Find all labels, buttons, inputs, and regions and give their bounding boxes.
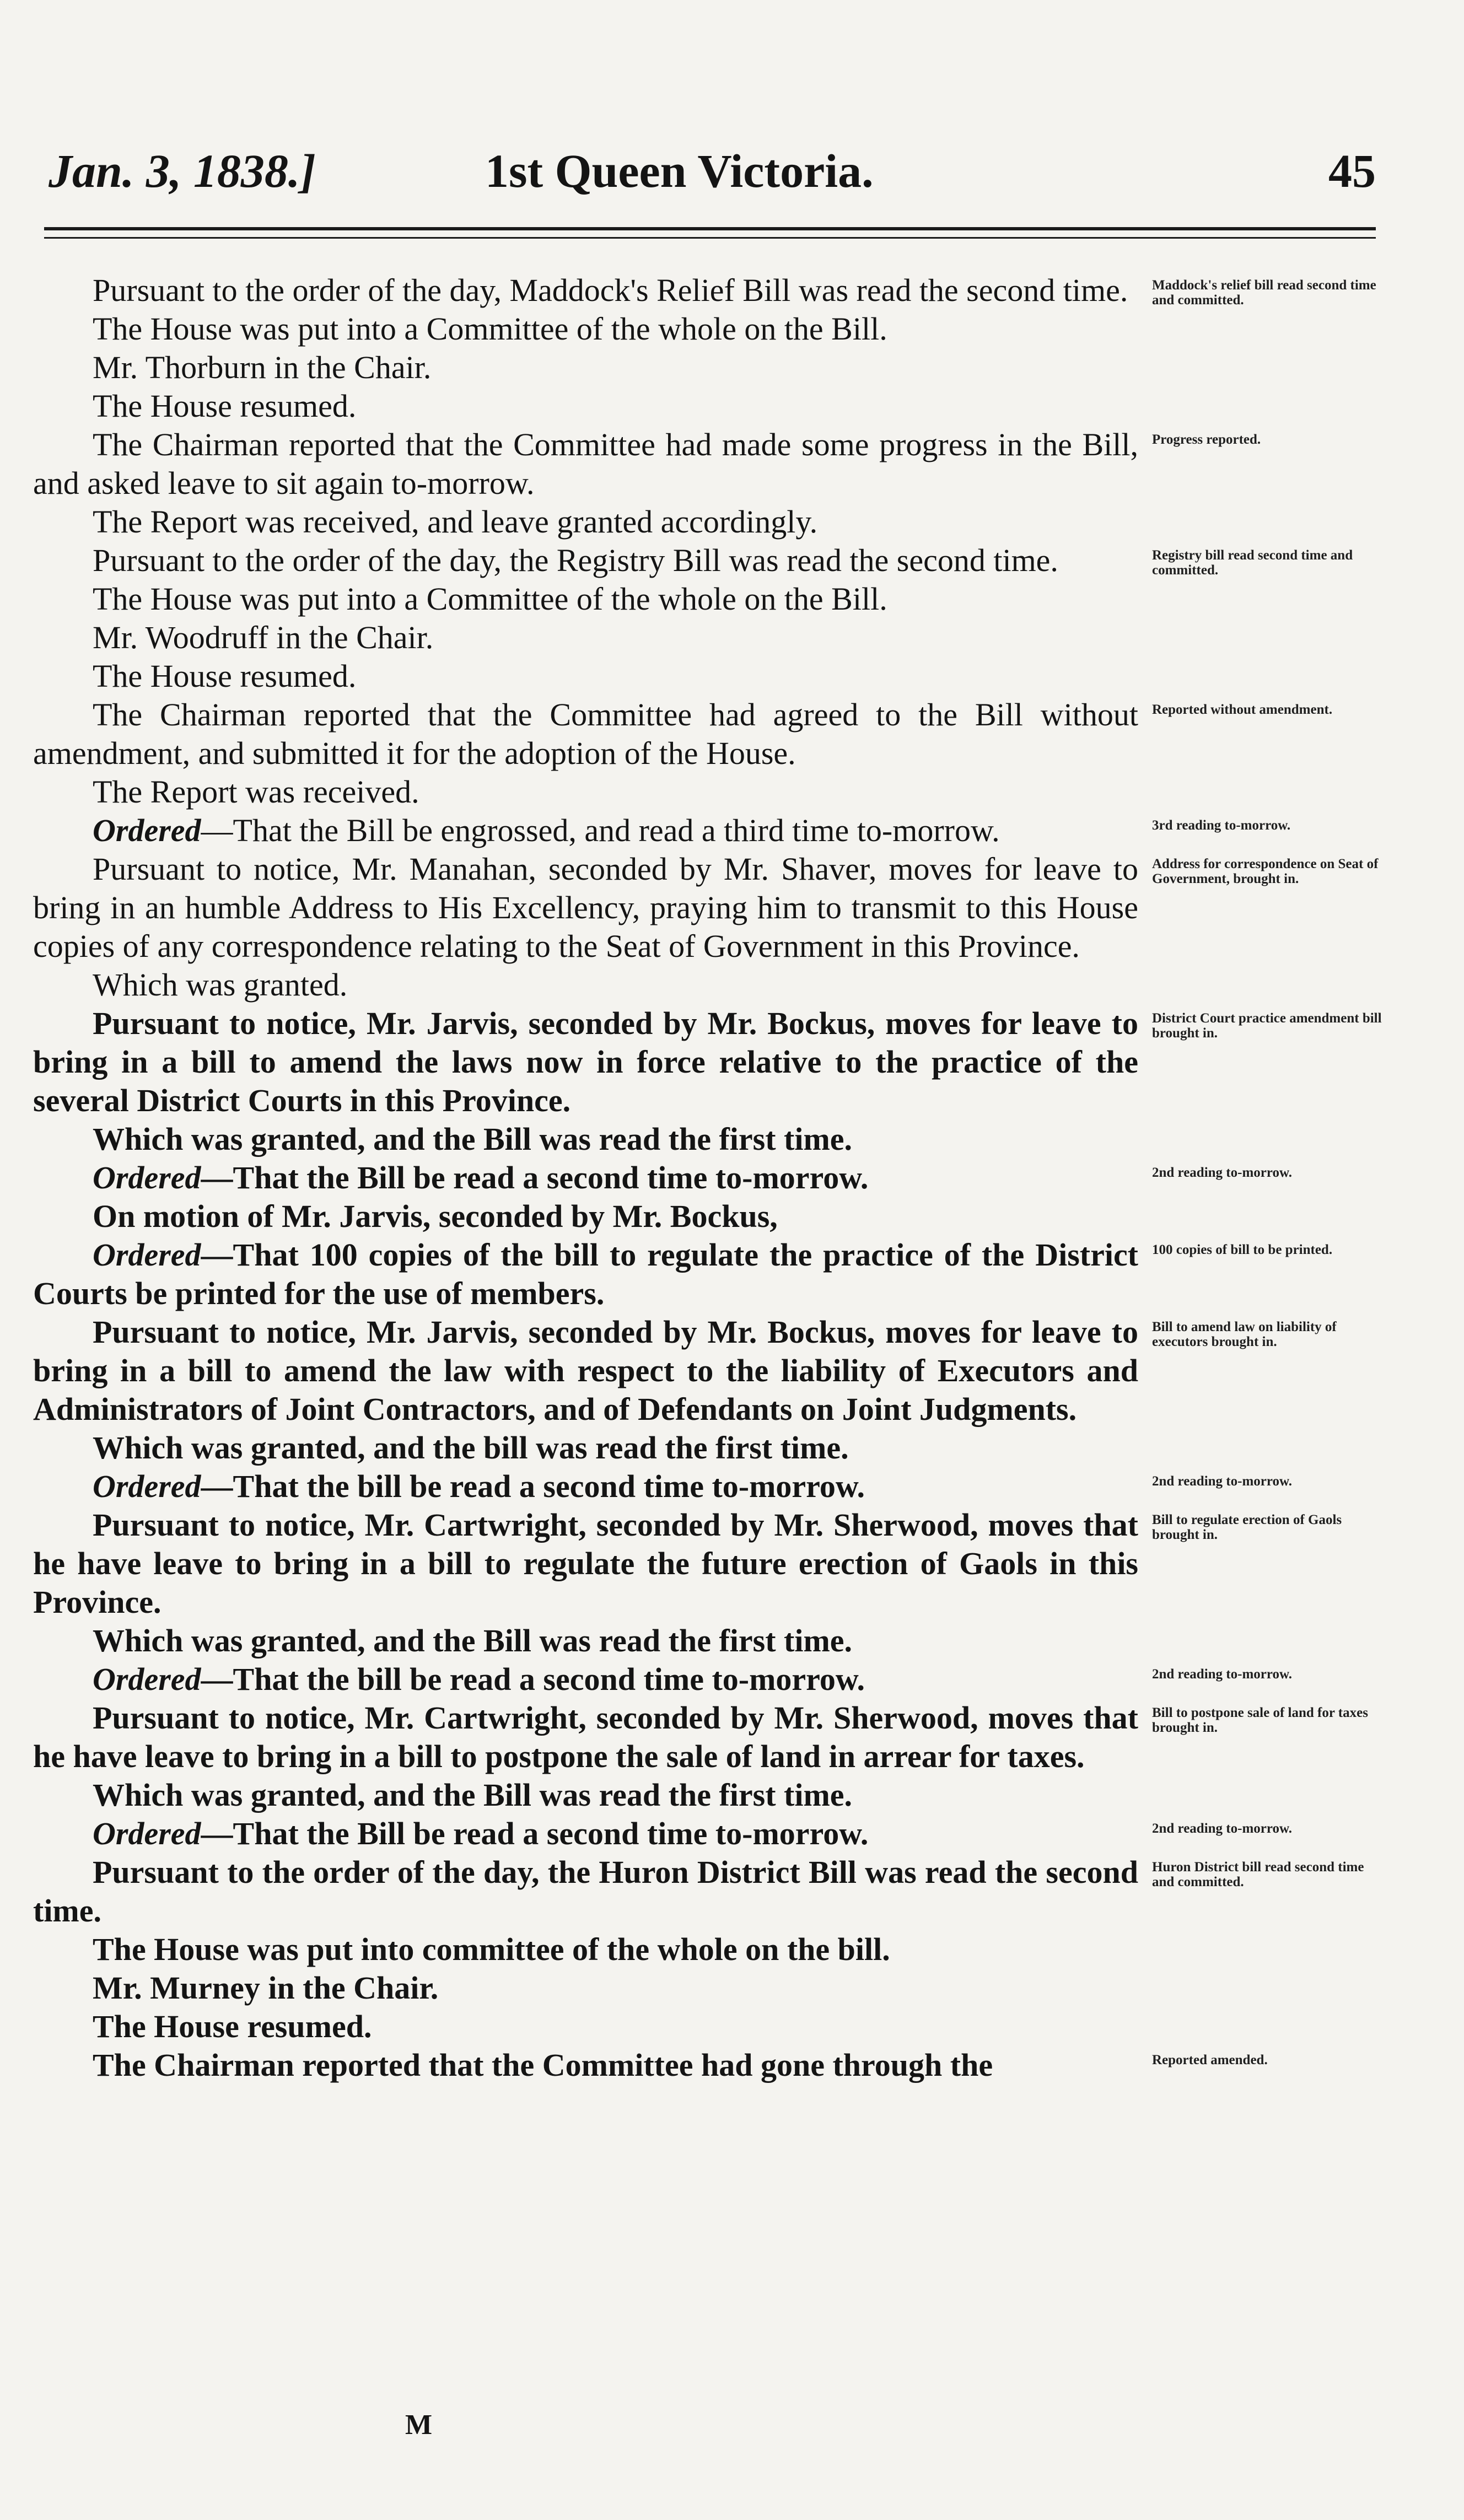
ordered-label: Ordered [93, 1468, 201, 1504]
entry-body: —That the Bill be read a second time to-morrow. [201, 1816, 869, 1851]
entry-text [33, 1429, 1138, 1467]
marginal-note: 2nd reading to-morrow. [1152, 1474, 1292, 1489]
entry-text [33, 1814, 1138, 1853]
entry-body: —That the bill be read a second time to-morrow. [201, 1661, 865, 1697]
marginal-note: Progress reported. [1152, 432, 1261, 447]
entry-text [33, 426, 1138, 503]
entry-body: The Chairman reported that the Committee had gone through the [93, 2047, 993, 2083]
journal-entry [33, 1622, 1138, 1660]
journal-entry [33, 1467, 1292, 1506]
journal-entry [33, 503, 1138, 541]
marginal-note: 2nd reading to-morrow. [1152, 1667, 1292, 1682]
entry-text [33, 1622, 1138, 1660]
header-date: Jan. 3, 1838.] [49, 144, 316, 197]
entry-body: Mr. Murney in the Chair. [93, 1970, 439, 2006]
journal-entry [33, 850, 1379, 966]
journal-entry [33, 310, 1138, 348]
entry-text [33, 1159, 1138, 1197]
entry-body: Pursuant to notice, Mr. Cartwright, seconded by Mr. Sherwood, moves that he have leave to bring in a bill to regulate the future erection of Gaols in this Province. [33, 1507, 1138, 1620]
journal-entry [33, 1814, 1292, 1853]
journal-entry [33, 1699, 1368, 1776]
entry-body: Which was granted, and the Bill was read the first time. [93, 1777, 853, 1813]
entry-body: —That the Bill be engrossed, and read a third time to-morrow. [201, 812, 1000, 848]
entry-body: Pursuant to notice, Mr. Jarvis, seconded by Mr. Bockus, moves for leave to bring in a bill to amend the law with respect to the liability of Executors and Administrators of Joint Contractors, and of Defendants on Joint Judgments. [33, 1314, 1138, 1427]
journal-entry [33, 811, 1291, 850]
entry-body: Pursuant to notice, Mr. Manahan, seconded by Mr. Shaver, moves for leave to bring in an humble Address to His Excellency, praying him to transmit to this House copies of any correspondence relating to the Seat of Government in this Province. [33, 851, 1138, 964]
entry-text [33, 1776, 1138, 1814]
ordered-label: Ordered [93, 1160, 201, 1196]
entry-text [33, 1467, 1138, 1506]
journal-entry [33, 1159, 1292, 1197]
journal-entry [33, 1313, 1337, 1429]
journal-entry [33, 618, 1138, 657]
journal-entry [33, 1969, 1138, 2007]
marginal-note: 2nd reading to-morrow. [1152, 1821, 1292, 1836]
entry-text [33, 1506, 1138, 1622]
marginal-note: Bill to postpone sale of land for taxes brought in. [1152, 1705, 1368, 1735]
marginal-note: 3rd reading to-morrow. [1152, 818, 1291, 833]
journal-entry [33, 696, 1333, 773]
entry-text [33, 657, 1138, 696]
entry-text [33, 1004, 1138, 1120]
entry-body: Which was granted, and the Bill was read the first time. [93, 1623, 853, 1659]
entry-body: The House resumed. [93, 658, 357, 694]
entry-body: Mr. Thorburn in the Chair. [93, 349, 432, 385]
journal-entry [33, 2046, 1268, 2085]
journal-entry [33, 1506, 1342, 1622]
journal-entry [33, 1930, 1138, 1969]
entry-body: Pursuant to the order of the day, the Registry Bill was read the second time. [93, 542, 1058, 578]
journal-entry [33, 2007, 1138, 2046]
entry-text [33, 1660, 1138, 1699]
marginal-note: 100 copies of bill to be printed. [1152, 1242, 1333, 1257]
header-title: 1st Queen Victoria. [485, 144, 874, 197]
entry-text [33, 348, 1138, 387]
entry-body: Which was granted, and the bill was read the first time. [93, 1430, 849, 1466]
entry-body: The House resumed. [93, 388, 357, 424]
page-number: 45 [1328, 144, 1376, 197]
entry-body: The House was put into a Committee of the whole on the Bill. [93, 581, 887, 617]
entry-text [33, 1197, 1138, 1236]
journal-entry [33, 657, 1138, 696]
header-rule-thin [44, 237, 1376, 239]
entry-text [33, 1930, 1138, 1969]
journal-entry [33, 1660, 1292, 1699]
entry-text [33, 850, 1138, 966]
journal-entry [33, 426, 1261, 503]
signature-mark: M [405, 2409, 433, 2441]
entry-text [33, 503, 1138, 541]
running-header [44, 141, 1376, 207]
journal-entry [33, 541, 1353, 580]
entry-text [33, 618, 1138, 657]
journal-entry [33, 1776, 1138, 1814]
entry-text [33, 1236, 1138, 1313]
ordered-label: Ordered [93, 1661, 201, 1697]
marginal-note: Reported amended. [1152, 2053, 1268, 2067]
entry-body: The Report was received. [93, 774, 419, 810]
entry-body: The Chairman reported that the Committee had made some progress in the Bill, and asked leave to sit again to-morrow. [33, 427, 1138, 501]
header-rule-thick [44, 227, 1376, 230]
journal-entry [33, 348, 1138, 387]
entry-body: The House resumed. [93, 2009, 372, 2044]
entry-body: —That the Bill be read a second time to-morrow. [201, 1160, 869, 1196]
entry-text [33, 271, 1138, 310]
entry-text [33, 811, 1138, 850]
journal-entry [33, 1236, 1333, 1313]
journal-body [33, 271, 1382, 2085]
entry-body: Which was granted, and the Bill was read the first time. [93, 1121, 853, 1157]
entry-body: On motion of Mr. Jarvis, seconded by Mr. Bockus, [93, 1198, 778, 1234]
ordered-label: Ordered [93, 812, 201, 848]
entry-text [33, 541, 1138, 580]
entry-text [33, 387, 1138, 426]
entry-body: —That the bill be read a second time to-morrow. [201, 1468, 865, 1504]
journal-entry [33, 1429, 1138, 1467]
entry-body: Pursuant to the order of the day, the Huron District Bill was read the second time. [33, 1854, 1138, 1929]
entry-text [33, 966, 1138, 1004]
entry-body: Which was granted. [93, 967, 348, 1003]
entry-text [33, 1853, 1138, 1930]
entry-text [33, 773, 1138, 811]
entry-body: —That 100 copies of the bill to regulate the practice of the District Courts be printed for the use of members. [33, 1237, 1138, 1311]
marginal-note: Address for correspondence on Seat of Government, brought in. [1152, 857, 1379, 886]
entry-text [33, 580, 1138, 618]
entry-text [33, 1120, 1138, 1159]
journal-entry [33, 1853, 1364, 1930]
marginal-note: Reported without amendment. [1152, 702, 1333, 717]
entry-body: Mr. Woodruff in the Chair. [93, 620, 434, 655]
entry-body: Pursuant to notice, Mr. Jarvis, seconded by Mr. Bockus, moves for leave to bring in a bill to amend the laws now in force relative to the practice of the several District Courts in this Province. [33, 1005, 1138, 1118]
marginal-note: Bill to amend law on liability of executors brought in. [1152, 1320, 1337, 1349]
entry-body: Pursuant to the order of the day, Maddock's Relief Bill was read the second time. [93, 272, 1128, 308]
entry-text [33, 1699, 1138, 1776]
entry-text [33, 1969, 1138, 2007]
entry-body: The Chairman reported that the Committee had agreed to the Bill without amendment, and submitted it for the adoption of the House. [33, 697, 1138, 771]
journal-entry [33, 1197, 1138, 1236]
journal-entry [33, 1120, 1138, 1159]
journal-entry [33, 966, 1138, 1004]
entry-text [33, 1313, 1138, 1429]
marginal-note: Bill to regulate erection of Gaols brought in. [1152, 1512, 1342, 1542]
entry-text [33, 2046, 1138, 2085]
entry-text [33, 2007, 1138, 2046]
entry-body: Pursuant to notice, Mr. Cartwright, seconded by Mr. Sherwood, moves that he have leave to bring in a bill to postpone the sale of land in arrear for taxes. [33, 1700, 1138, 1774]
journal-entry [33, 1004, 1382, 1120]
entry-text [33, 696, 1138, 773]
marginal-note: 2nd reading to-morrow. [1152, 1165, 1292, 1180]
entry-body: The House was put into committee of the whole on the bill. [93, 1931, 890, 1967]
journal-entry [33, 387, 1138, 426]
entry-text [33, 310, 1138, 348]
marginal-note: Registry bill read second time and committed. [1152, 548, 1353, 578]
ordered-label: Ordered [93, 1816, 201, 1851]
journal-entry [33, 773, 1138, 811]
marginal-note: Maddock's relief bill read second time and committed. [1152, 278, 1376, 308]
entry-body: The House was put into a Committee of the whole on the Bill. [93, 311, 887, 347]
marginal-note: District Court practice amendment bill brought in. [1152, 1011, 1382, 1041]
entry-body: The Report was received, and leave granted accordingly. [93, 504, 818, 540]
marginal-note: Huron District bill read second time and committed. [1152, 1860, 1364, 1889]
journal-entry [33, 271, 1376, 310]
ordered-label: Ordered [93, 1237, 201, 1273]
journal-entry [33, 580, 1138, 618]
